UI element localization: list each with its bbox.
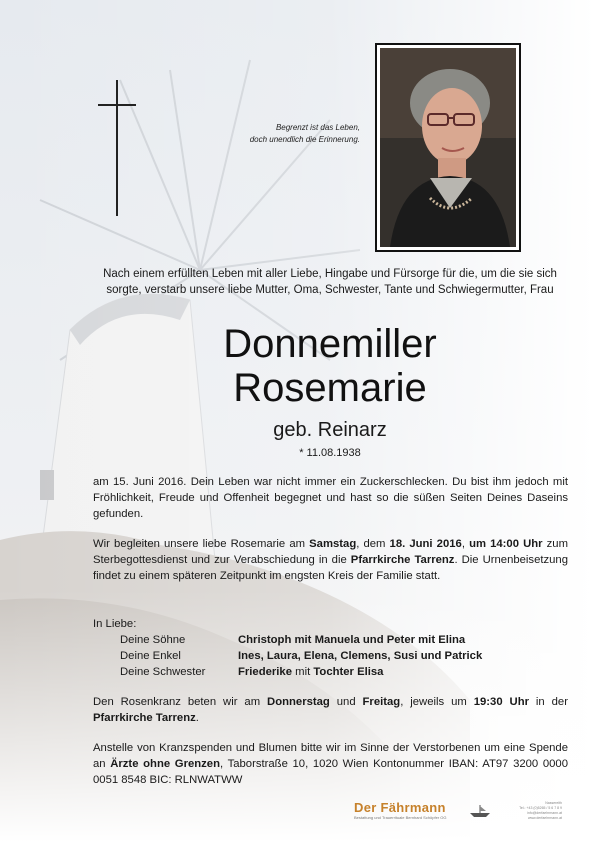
mourners-heading: In Liebe:	[93, 618, 137, 630]
cross-icon	[98, 80, 136, 216]
birth-date: * 11.08.1938	[299, 447, 361, 459]
quote-line-1: Begrenzt ist das Leben,	[275, 123, 360, 132]
logo-title: Der Fährmann	[354, 800, 446, 815]
rosary-paragraph: Den Rosenkranz beten wir am Donnerstag und Freitag, jeweils um 19:30 Uhr in der Pfarrkirche Tarrenz.	[93, 696, 568, 724]
deceased-surname: Donnemiller	[223, 322, 437, 366]
donation-paragraph: Anstelle von Kranzspenden und Blumen bitte wir im Sinne der Verstorbenen um eine Spende an Ärzte ohne Grenzen, Taborstraße 10, 1020 Wien Kontonummer IBAN: AT97 3200 0000 0051 8548 BIC: RLNWATWW	[93, 742, 568, 786]
service-paragraph: Wir begleiten unsere liebe Rosemarie am Samstag, dem 18. Juni 2016, um 14:00 Uhr zum Sterbegottesdienst und zur Verabschiedung in die Pfarrkirche Tarrenz. Die Urnenbeisetzung findet zu einem späteren Zeitpunkt im engsten Kreis der Familie statt.	[93, 538, 569, 582]
mourner-label-sister: Deine Schwester	[120, 666, 206, 678]
mourner-label-sons: Deine Söhne	[120, 634, 186, 646]
logo-subtitle: Bestattung und Trauerrituale Bernhard Schöpfer OG	[354, 815, 447, 820]
mourner-names-grandchildren: Ines, Laura, Elena, Clemens, Susi und Patrick	[238, 650, 483, 662]
intro-text: Nach einem erfüllten Leben mit aller Liebe, Hingabe und Fürsorge für die, um die sie sich sorgte, verstarb unsere liebe Mutter, Oma, Schwester, Tante und Schwiegermutter, Frau	[103, 268, 557, 296]
mourner-names-sister: Friederike mit Tochter Elisa	[238, 666, 384, 678]
funeral-home-logo	[352, 798, 562, 824]
portrait-photo	[380, 48, 516, 247]
logo-contact: Nassereith Tel.: +43 (0)5265 / 5 6 7 8 9 info@derfaehrmann.at www.derfaehrmann.at	[519, 801, 562, 820]
maiden-name: geb. Reinarz	[273, 419, 387, 441]
quote-line-2: doch unendlich die Erinnerung.	[249, 135, 360, 144]
boat-icon	[469, 804, 491, 818]
mourner-label-grandchildren: Deine Enkel	[120, 650, 181, 662]
memorial-quote	[180, 122, 360, 146]
life-paragraph: am 15. Juni 2016. Dein Leben war nicht immer ein Zuckerschlecken. Du bist ihm jedoch mit Fröhlichkeit, Freude und Offenheit begegnet und hast so die süßen Seiten Deines Daseins gefunden.	[93, 476, 568, 520]
portrait-frame	[375, 43, 521, 252]
deceased-firstname: Rosemarie	[233, 366, 427, 410]
mourner-names-sons: Christoph mit Manuela und Peter mit Elina	[238, 634, 466, 646]
